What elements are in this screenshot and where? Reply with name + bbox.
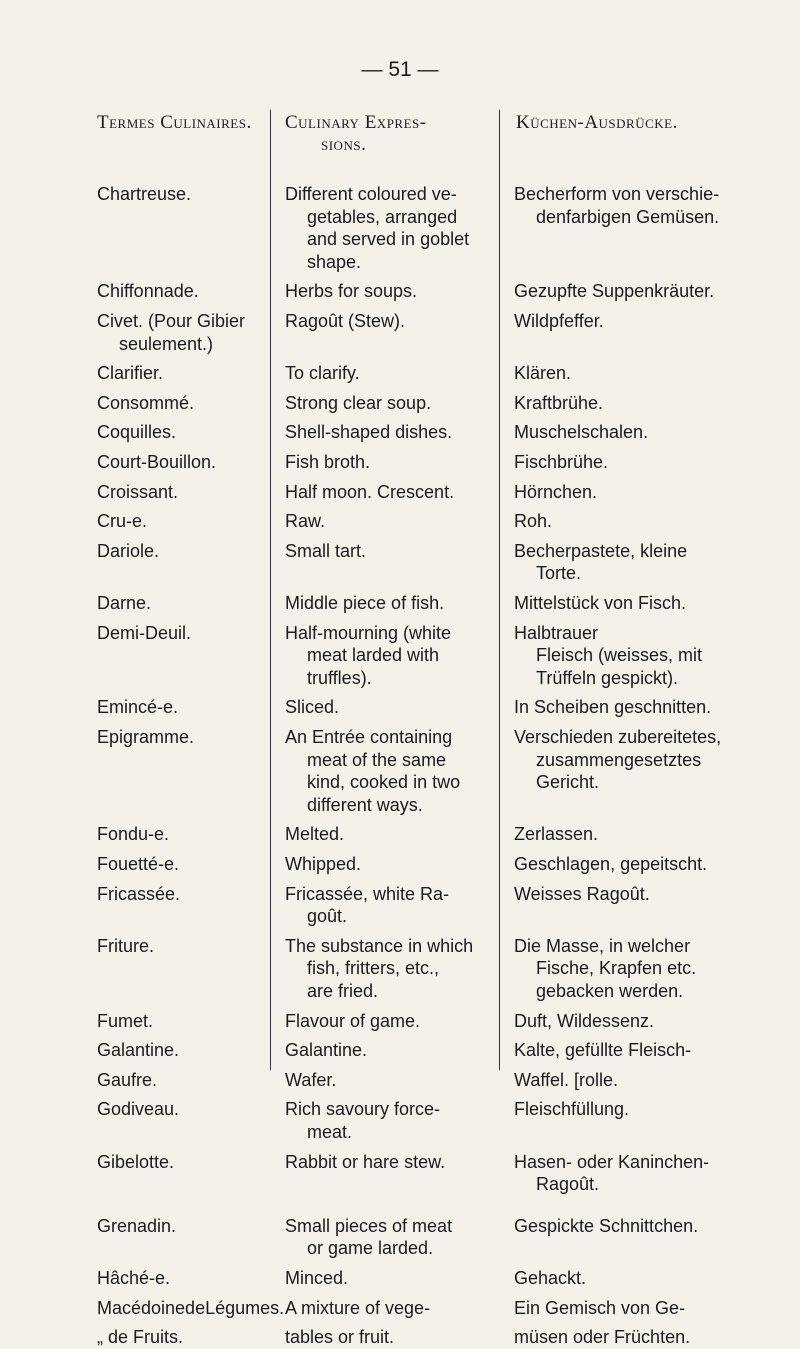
french-term bbox=[97, 392, 267, 415]
german-expression bbox=[514, 1151, 768, 1196]
english-expression-line: Flavour of game. bbox=[285, 1010, 421, 1031]
english-expression-line: Middle piece of fish. bbox=[285, 593, 445, 613]
german-expression bbox=[514, 853, 768, 876]
english-expression bbox=[285, 280, 489, 303]
german-expression bbox=[514, 362, 768, 385]
french-term bbox=[97, 1039, 267, 1062]
french-term-line: Grenadin. bbox=[97, 1215, 177, 1236]
german-expression-line: Gericht. bbox=[536, 772, 600, 793]
english-expression-line: The substance in which bbox=[285, 935, 474, 956]
english-expression bbox=[285, 510, 489, 533]
english-expression-line: Melted. bbox=[285, 824, 345, 845]
french-term-line: Fumet. bbox=[97, 1010, 154, 1031]
german-expression bbox=[514, 696, 768, 719]
header-terms: Termes Culinaires. bbox=[97, 112, 252, 133]
german-expression-line: Fischbrühe. bbox=[514, 452, 609, 472]
column-divider-right bbox=[499, 110, 500, 1070]
german-expression-line: Roh. bbox=[514, 511, 553, 532]
french-term-line: Civet. (Pour Gibier bbox=[97, 311, 246, 331]
french-term bbox=[97, 1069, 267, 1092]
english-expression-line: tables or fruit. bbox=[285, 1327, 395, 1348]
page-number: — 51 — bbox=[361, 58, 439, 81]
german-expression-line: Becherform von verschie- bbox=[514, 184, 720, 204]
english-expression-line: To clarify. bbox=[285, 363, 360, 384]
german-expression-line: Torte. bbox=[536, 563, 582, 584]
english-expression bbox=[285, 853, 489, 876]
english-expression bbox=[285, 1098, 489, 1143]
header-english-line1: Culinary Expres- bbox=[285, 112, 427, 133]
english-expression-line: goût. bbox=[307, 906, 348, 927]
english-expression bbox=[285, 1069, 489, 1092]
german-expression bbox=[514, 823, 768, 846]
french-term-line: Hâché-e. bbox=[97, 1268, 171, 1288]
english-expression-line: Half moon. Crescent. bbox=[285, 481, 455, 502]
french-term bbox=[97, 1297, 285, 1320]
french-term-line: Coquilles. bbox=[97, 422, 177, 443]
french-term bbox=[97, 540, 267, 563]
german-expression-line: Weisses Ragoût. bbox=[514, 883, 650, 904]
french-term-line: Clarifier. bbox=[97, 363, 164, 384]
english-expression-line: kind, cooked in two bbox=[307, 772, 461, 793]
english-expression-line: Raw. bbox=[285, 511, 326, 532]
french-term bbox=[97, 481, 267, 504]
french-term bbox=[97, 451, 267, 474]
header-german: Küchen-Ausdrücke. bbox=[516, 112, 678, 133]
french-term bbox=[97, 726, 267, 749]
french-term bbox=[97, 183, 267, 206]
column-divider-left bbox=[270, 110, 271, 1070]
english-expression-line: Half-mourning (white bbox=[285, 622, 452, 643]
english-expression bbox=[285, 726, 489, 816]
english-expression-line: A mixture of vege- bbox=[285, 1297, 431, 1318]
german-expression-line: Mittelstück von Fisch. bbox=[514, 593, 687, 613]
german-expression bbox=[514, 622, 768, 690]
german-expression-line: Waffel. [rolle. bbox=[514, 1069, 619, 1090]
german-expression bbox=[514, 883, 768, 906]
french-term-line: Croissant. bbox=[97, 481, 179, 502]
french-term bbox=[97, 622, 267, 645]
french-term-line: Gaufre. bbox=[97, 1069, 158, 1090]
english-expression-line: Minced. bbox=[285, 1268, 349, 1288]
english-expression bbox=[285, 1010, 489, 1033]
english-expression-line: Whipped. bbox=[285, 854, 362, 874]
english-expression-line: An Entrée containing bbox=[285, 727, 453, 747]
german-expression bbox=[514, 726, 768, 794]
english-expression bbox=[285, 1297, 489, 1320]
french-term bbox=[97, 1326, 267, 1349]
german-expression-line: Wildpfeffer. bbox=[514, 311, 604, 331]
german-expression bbox=[514, 1215, 768, 1238]
english-expression-line: or game larded. bbox=[307, 1238, 434, 1259]
german-expression-line: In Scheiben geschnitten. bbox=[514, 697, 712, 718]
english-expression-line: fish, fritters, etc., bbox=[307, 958, 440, 979]
french-term bbox=[97, 1215, 267, 1238]
german-expression-line: Fische, Krapfen etc. bbox=[536, 958, 697, 979]
german-expression-line: gebacken werden. bbox=[536, 980, 684, 1001]
german-expression-line: denfarbigen Gemüsen. bbox=[536, 206, 720, 227]
german-expression-line: Hasen- oder Kaninchen- bbox=[514, 1151, 710, 1172]
english-expression bbox=[285, 481, 489, 504]
english-expression-line: truffles). bbox=[307, 667, 372, 688]
german-expression bbox=[514, 1039, 768, 1062]
german-expression-line: Kraftbrühe. bbox=[514, 392, 604, 413]
english-expression bbox=[285, 696, 489, 719]
french-term-line: Emincé-e. bbox=[97, 697, 179, 718]
german-expression-line: Duft, Wildessenz. bbox=[514, 1010, 655, 1031]
german-expression-line: Gehackt. bbox=[514, 1268, 587, 1288]
french-term bbox=[97, 1010, 267, 1033]
english-expression bbox=[285, 1267, 489, 1290]
german-expression bbox=[514, 421, 768, 444]
english-expression-line: Herbs for soups. bbox=[285, 281, 418, 302]
english-expression-line: Fricassée, white Ra- bbox=[285, 883, 450, 904]
german-expression-line: Fleischfüllung. bbox=[514, 1099, 630, 1120]
french-term bbox=[97, 510, 267, 533]
french-term bbox=[97, 280, 267, 303]
german-expression bbox=[514, 310, 768, 333]
english-expression bbox=[285, 310, 489, 333]
english-expression-line: meat. bbox=[307, 1121, 353, 1142]
german-expression bbox=[514, 1010, 768, 1033]
english-expression-line: Sliced. bbox=[285, 697, 340, 718]
german-expression bbox=[514, 392, 768, 415]
german-expression-line: Becherpastete, kleine bbox=[514, 540, 688, 561]
english-expression bbox=[285, 1151, 489, 1174]
french-term bbox=[97, 592, 267, 615]
german-expression-line: Muschelschalen. bbox=[514, 422, 649, 443]
french-term-line: Court-Bouillon. bbox=[97, 452, 217, 472]
english-expression bbox=[285, 1215, 489, 1260]
german-expression-line: Trüffeln gespickt). bbox=[536, 667, 679, 688]
french-term-line: Fondu-e. bbox=[97, 824, 170, 845]
german-expression-line: Gezupfte Suppenkräuter. bbox=[514, 281, 715, 302]
english-expression-line: Small pieces of meat bbox=[285, 1215, 453, 1236]
german-expression-line: zusammengesetztes bbox=[536, 749, 702, 770]
english-expression-line: Rich savoury force- bbox=[285, 1099, 441, 1120]
english-expression-line: Different coloured ve- bbox=[285, 184, 457, 204]
french-term-line: Fricassée. bbox=[97, 883, 181, 904]
french-term-line: Godiveau. bbox=[97, 1099, 180, 1120]
french-term-line: Chartreuse. bbox=[97, 184, 192, 204]
german-expression bbox=[514, 1326, 768, 1349]
german-expression-line: müsen oder Früchten. bbox=[514, 1327, 691, 1348]
english-expression bbox=[285, 540, 489, 563]
german-expression-line: Die Masse, in welcher bbox=[514, 935, 691, 956]
french-term bbox=[97, 1151, 267, 1174]
german-expression-line: Ein Gemisch von Ge- bbox=[514, 1297, 686, 1318]
german-expression bbox=[514, 183, 768, 228]
english-expression bbox=[285, 592, 489, 615]
french-term bbox=[97, 883, 267, 906]
german-expression bbox=[514, 592, 768, 615]
english-expression-line: Wafer. bbox=[285, 1069, 337, 1090]
french-term-line: Consommé. bbox=[97, 392, 195, 413]
french-term-line: Fouetté-e. bbox=[97, 854, 180, 874]
english-expression-line: are fried. bbox=[307, 980, 379, 1001]
german-expression-line: Gespickte Schnittchen. bbox=[514, 1215, 699, 1236]
french-term-line: seulement.) bbox=[119, 333, 214, 354]
german-expression-line: Klären. bbox=[514, 363, 572, 384]
english-expression-line: Ragoût (Stew). bbox=[285, 311, 406, 331]
german-expression-line: Verschieden zubereitetes, bbox=[514, 727, 722, 747]
german-expression bbox=[514, 1267, 768, 1290]
german-expression bbox=[514, 1069, 768, 1092]
french-term bbox=[97, 853, 267, 876]
english-expression-line: Shell-shaped dishes. bbox=[285, 422, 453, 443]
english-expression bbox=[285, 883, 489, 928]
english-expression bbox=[285, 183, 489, 273]
column-headers bbox=[0, 112, 800, 162]
english-expression bbox=[285, 421, 489, 444]
german-expression-line: Zerlassen. bbox=[514, 824, 599, 845]
german-expression-line: Hörnchen. bbox=[514, 481, 598, 502]
french-term bbox=[97, 935, 267, 958]
english-expression bbox=[285, 362, 489, 385]
german-expression bbox=[514, 510, 768, 533]
french-term bbox=[97, 310, 267, 355]
french-term-line: Friture. bbox=[97, 935, 155, 956]
english-expression-line: shape. bbox=[307, 251, 362, 272]
german-expression-line: Ragoût. bbox=[536, 1174, 600, 1195]
english-expression-line: Strong clear soup. bbox=[285, 392, 432, 413]
english-expression bbox=[285, 1039, 489, 1062]
french-term-line: Chiffonnade. bbox=[97, 281, 199, 302]
german-expression-line: Fleisch (weisses, mit bbox=[536, 645, 703, 666]
english-expression bbox=[285, 1326, 489, 1349]
english-expression-line: meat of the same bbox=[307, 749, 447, 770]
french-term bbox=[97, 421, 267, 444]
german-expression-line: Kalte, gefüllte Fleisch- bbox=[514, 1040, 692, 1061]
german-expression bbox=[514, 280, 768, 303]
french-term bbox=[97, 823, 267, 846]
english-expression bbox=[285, 823, 489, 846]
french-term-line: MacédoinedeLégumes. bbox=[97, 1297, 285, 1318]
french-term-line: Darne. bbox=[97, 593, 152, 613]
english-expression-line: and served in goblet bbox=[307, 229, 470, 250]
french-term-line: Dariole. bbox=[97, 540, 160, 561]
header-english bbox=[285, 112, 495, 156]
french-term-line: Galantine. bbox=[97, 1040, 180, 1061]
german-expression-line: Geschlagen, gepeitscht. bbox=[514, 854, 708, 874]
header-english-line2: sions. bbox=[321, 134, 367, 155]
english-expression-line: Small tart. bbox=[285, 540, 367, 561]
english-expression-line: getables, arranged bbox=[307, 206, 458, 227]
english-expression bbox=[285, 392, 489, 415]
german-expression bbox=[514, 1098, 768, 1121]
german-expression bbox=[514, 540, 768, 585]
french-term-line: Gibelotte. bbox=[97, 1151, 175, 1172]
french-term bbox=[97, 1098, 267, 1121]
english-expression-line: different ways. bbox=[307, 794, 423, 815]
french-term-line: Epigramme. bbox=[97, 727, 195, 747]
english-expression-line: Galantine. bbox=[285, 1040, 368, 1061]
french-term bbox=[97, 696, 267, 719]
german-expression bbox=[514, 481, 768, 504]
french-term bbox=[97, 362, 267, 385]
english-expression-line: meat larded with bbox=[307, 645, 440, 666]
german-expression bbox=[514, 1297, 768, 1320]
french-term-line: „ de Fruits. bbox=[97, 1327, 184, 1348]
german-expression bbox=[514, 935, 768, 1003]
english-expression bbox=[285, 622, 489, 690]
english-expression-line: Rabbit or hare stew. bbox=[285, 1151, 446, 1172]
german-expression bbox=[514, 451, 768, 474]
english-expression-line: Fish broth. bbox=[285, 452, 371, 472]
german-expression-line: Halbtrauer bbox=[514, 622, 599, 643]
french-term bbox=[97, 1267, 267, 1290]
french-term-line: Demi-Deuil. bbox=[97, 622, 192, 643]
french-term-line: Cru-e. bbox=[97, 511, 148, 532]
english-expression bbox=[285, 451, 489, 474]
english-expression bbox=[285, 935, 489, 1003]
